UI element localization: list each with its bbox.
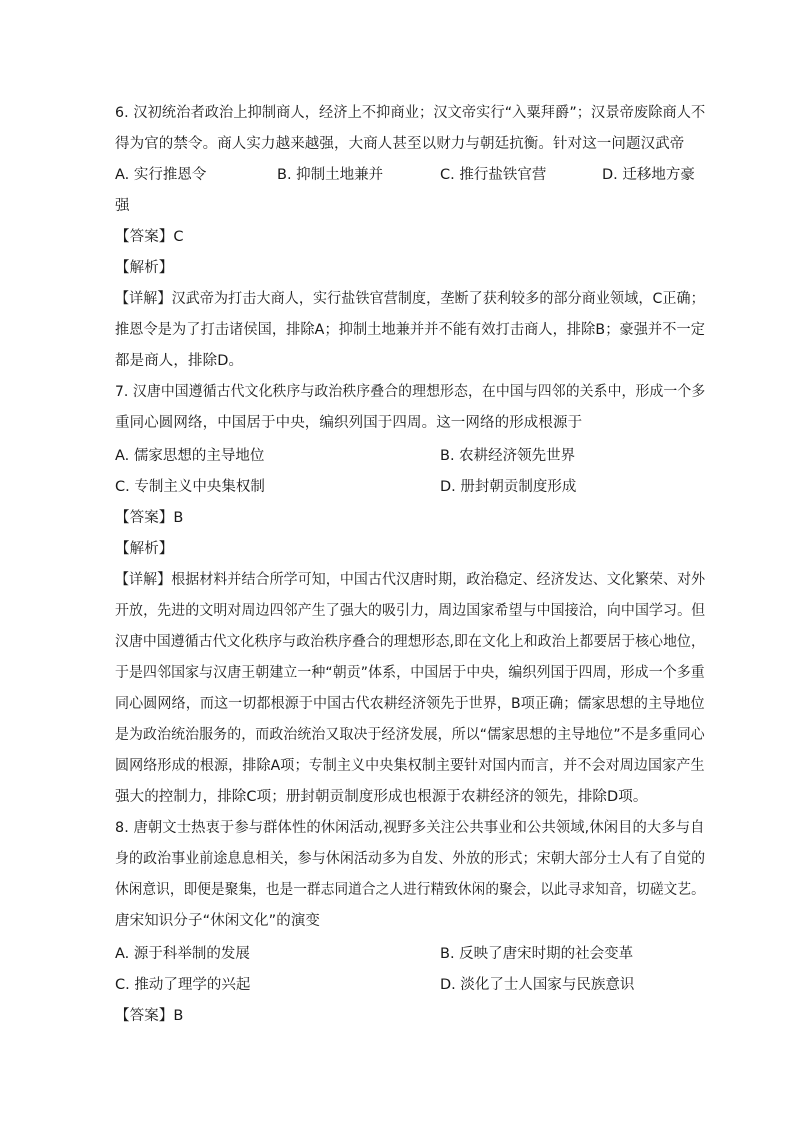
q8-option-c: C. 推动了理学的兴起 [115, 977, 251, 993]
q7-stem-line-1: 7. 汉唐中国遵循古代文化秩序与政治秩序叠合的理想形态，在中国与四邻的关系中，形成一个多 [115, 384, 706, 400]
q8-option-a: A. 源于科举制的发展 [115, 946, 250, 962]
q7-detail-line-7: 圆网络形成的根源，排除A项；专制主义中央集权制主要针对国内而言，并不会对周边国家产生 [115, 758, 705, 774]
q7-stem-line-2: 重同心圆网络，中国居于中央，编织列国于四周。这一网络的形成根源于 [115, 415, 583, 431]
q7-detail-line-8: 强大的控制力，排除C项；册封朝贡制度形成也根源于农耕经济的领先，排除D项。 [115, 789, 648, 805]
q6-option-c: C. 推行盐铁官营 [440, 167, 547, 183]
q6-option-d-wrap: 强 [115, 198, 130, 214]
q7-analysis-heading: 【解析】 [115, 541, 174, 557]
q6-stem-line-1: 6. 汉初统治者政治上抑制商人，经济上不抑商业；汉文帝实行“入粟拜爵”；汉景帝废除商人不 [115, 105, 706, 121]
q6-option-b: B. 抑制土地兼并 [277, 167, 384, 183]
q7-detail-line-4: 于是四邻国家与汉唐王朝建立一种“朝贡”体系，中国居于中央，编织列国于四周，形成一个多重 [115, 665, 705, 681]
q7-detail-line-6: 是为政治统治服务的，而政治统治又取决于经济发展，所以“儒家思想的主导地位”不是多重同心 [115, 727, 705, 743]
q6-detail-line-2: 推恩令是为了打击诸侯国，排除A；抑制土地兼并并不能有效打击商人，排除B；豪强并不一定 [115, 322, 706, 338]
q6-option-a: A. 实行推恩令 [115, 167, 207, 183]
q7-option-a: A. 儒家思想的主导地位 [115, 448, 265, 464]
q7-answer: 【答案】B [115, 510, 184, 526]
q8-option-b: B. 反映了唐宋时期的社会变革 [440, 946, 634, 962]
q6-analysis-heading: 【解析】 [115, 260, 174, 276]
q7-option-b: B. 农耕经济领先世界 [440, 448, 576, 464]
q8-stem-line-3: 休闲意识，即便是聚集，也是一群志同道合之人进行精致休闲的聚会，以此寻求知音，切磋文艺。 [115, 882, 705, 898]
q7-option-c: C. 专制主义中央集权制 [115, 479, 265, 495]
q8-option-d: D. 淡化了士人国家与民族意识 [440, 977, 635, 993]
q7-detail-line-3: 汉唐中国遵循古代文化秩序与政治秩序叠合的理想形态,即在文化上和政治上都要居于核心地位， [115, 634, 705, 650]
q6-detail-line-1: 【详解】汉武帝为打击大商人，实行盐铁官营制度，垄断了获利较多的部分商业领域，C正确； [115, 291, 705, 307]
q6-stem-line-2: 得为官的禁令。商人实力越来越强，大商人甚至以财力与朝廷抗衡。针对这一问题汉武帝 [115, 136, 685, 152]
q7-detail-line-1: 【详解】根据材料并结合所学可知，中国古代汉唐时期，政治稳定、经济发达、文化繁荣、对外 [115, 572, 706, 588]
q7-option-d: D. 册封朝贡制度形成 [440, 479, 577, 495]
q7-detail-line-5: 同心圆网络，而这一切都根源于中国古代农耕经济领先于世界，B项正确；儒家思想的主导地位 [115, 696, 705, 712]
q8-stem-line-2: 身的政治事业前途息息相关，参与休闲活动多为自发、外放的形式；宋朝大部分士人有了自觉的 [115, 851, 706, 867]
q6-answer: 【答案】C [115, 229, 184, 245]
q7-detail-line-2: 开放，先进的文明对周边四邻产生了强大的吸引力，周边国家希望与中国接洽，向中国学习。但 [115, 603, 706, 619]
q8-stem-line-1: 8. 唐朝文士热衷于参与群体性的休闲活动,视野多关注公共事业和公共领域,休闲目的大多与自 [115, 820, 705, 836]
q6-detail-line-3: 都是商人，排除D。 [115, 353, 244, 369]
q8-answer: 【答案】B [115, 1008, 184, 1024]
q6-option-d: D. 迁移地方豪 [602, 167, 695, 183]
q8-stem-line-4: 唐宋知识分子“休闲文化”的演变 [115, 913, 321, 929]
